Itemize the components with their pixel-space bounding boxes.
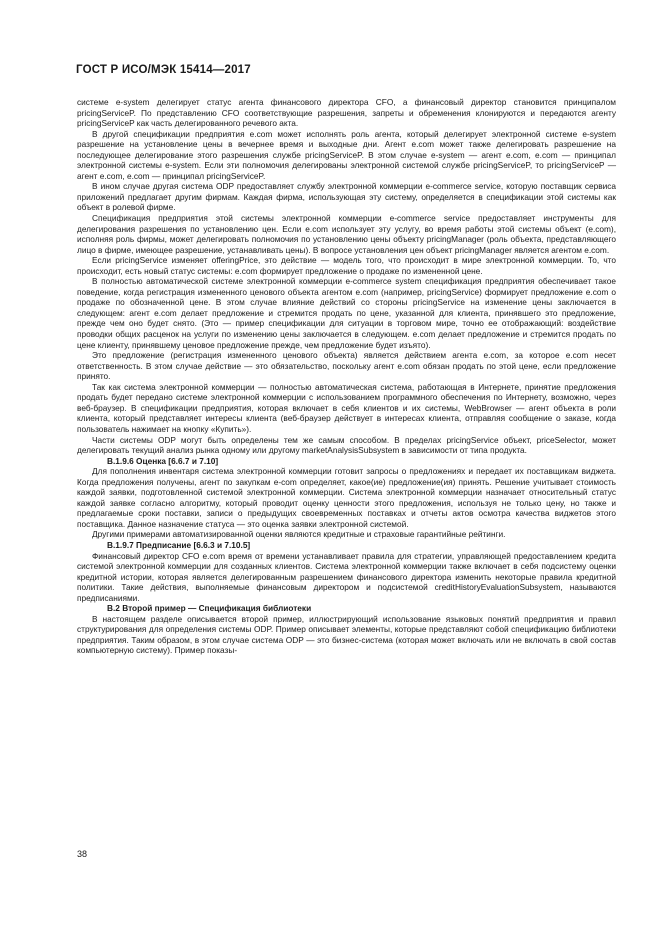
paragraph: системе e-system делегирует статус агента финансового директора CFO, а финансовый директор становится принципалом pricingServiceP. По представлению CFO соответствующие разрешения, запреты и обременения клонируются и передаются агенту pricingServiceP как часть делегированного речевого акта. bbox=[77, 97, 616, 129]
paragraph: Так как система электронной коммерции — полностью автоматическая система, работающая в Интернете, принятие предложения продать будет передано системе электронной коммерции с использованием программного обеспечения по Интернету, возможно, через веб-браузер. В спецификации предприятия, которая включает в себя клиентов и их системы, WebBrowser — агент объекта в роли клиента, который представляет интересы клиента (веб-браузер действует в интересах клиента, отправляя сообщение о заказе, когда пользователь нажимает на кнопку «Купить»). bbox=[77, 381, 616, 434]
subsection-heading: В.1.9.6 Оценка [6.6.7 и 7.10] bbox=[107, 455, 219, 466]
paragraph: Спецификация предприятия этой системы электронной коммерции e-commerce service предоставляет инструменты для делегирования разрешения по установлению цен. Если e.com использует эту услугу, во время работы этой системы объект (e.com), исполняя роль фирмы, может делегировать полномочия по установлению цены объекту pricingManager (роль объекта, представляющего лицо в фирме, имеющее разрешение, устанавливать цены). В вопросе установления цен объект pricingManager является агентом e.com. bbox=[77, 213, 616, 255]
subsection-heading: В.1.9.7 Предписание [6.6.3 и 7.10.5] bbox=[107, 539, 251, 550]
paragraph: В другой спецификации предприятия e.com может исполнять роль агента, который делегирует электронной системе e-system разрешение на установление цены в вечернее время и выходные дни. Агент e.com может также делегировать разрешение на последующее делегирование этого разрешения службе pricingServiceP. В этом случае e-system — агент e.com, e.com — принципал электронной системы e-system. Если эти полномочия делегированы электронной системой службе pricingServiceP, то pricingServiceP — агент e.com, e.com — принципал pricingServiceP. bbox=[77, 128, 616, 181]
paragraph: Это предложение (регистрация измененного ценового объекта) является действием агента e.com, за которое e.com несет ответственность. В этом случае действие — это обязательство, поскольку агент e.com обязан продать по этой цене, если предложение принято. bbox=[77, 350, 616, 382]
section-heading: В.2 Второй пример — Спецификация библиотеки bbox=[107, 603, 312, 614]
paragraph: Для пополнения инвентаря система электронной коммерции готовит запросы о предложениях и передает их поставщикам виджета. Когда предложения получены, агент по закупкам e-com определяет, какое(ие) предложение(ия) принять. Решение учитывает стоимость каждой заявки, подготовленной системой электронной коммерции. Система электронной коммерции назначает относительный статус каждой заявке согласно алгоритму, который проводит оценку ценности этого предложения, используя не только цену, но также и предлагаемые сроки поставки, записи о предыдущих своевременных поставках и отчеты актов осмотра качества виджетов этого поставщика. Данное назначение статуса — это оценка заявки электронной системой. bbox=[77, 466, 616, 529]
paragraph: Части системы ODP могут быть определены тем же самым способом. В пределах pricingService объект, priceSelector, может делегировать текущий анализ рынка одному или другому marketAnalysisSubsystem в зависимости от типа продукта. bbox=[77, 434, 616, 456]
paragraph: Если pricingService изменяет offeringPrice, это действие — модель того, что происходит в мире электронной коммерции. То, что происходит, есть новый статус системы: e.com формирует предложение о продаже по измененной цене. bbox=[77, 255, 616, 276]
paragraph: В настоящем разделе описывается второй пример, иллюстрирующий использование языковых понятий предприятия и правил структурирования для определения системы ODP. Пример описывает элементы, которые представляют собой спецификацию библиотеки предприятия. Таким образом, в этом случае система ODP — это бизнес-система (которая может включать или не включать в свой состав компьютерную систему). Пример показы- bbox=[77, 613, 616, 656]
paragraph: Финансовый директор CFO e.com время от времени устанавливает правила для стратегии, управляющей предоставлением кредита системой электронной коммерции для созданных клиентов. Система электронной коммерции также включает в себя подсистему оценки кредитной истории, которая является делегированным разрешением финансового директора изменить некоторые правила кредитной политики. Такие действия, выполняемые финансовым директором и подсистемой creditHistoryEvaluationSubsystem, называются предписаниями. bbox=[77, 550, 616, 603]
paragraph: В ином случае другая система ODP предоставляет службу электронной коммерции e-commerce service, которую поставщик сервиса приложений предлагает другим фирмам. Каждая фирма, использующая эту систему, определяется в спецификации этой системы как объект в ролевой фирме. bbox=[77, 181, 616, 213]
paragraph: В полностью автоматической системе электронной коммерции e-commerce system спецификация предприятия обеспечивает такое поведение, когда регистрация измененного ценового объекта агентом e.com (например, pricingService) формирует предложение e.com о продаже по обозначенной цене. В этом случае влияние действий со стороны pricingService на изменение цены заключается в следующем: агент e.com делает предложение и стремится продать по цене, указанной для клиента, принявшего это предложение, прежде чем оно будет снято. (Это — пример спецификации для ситуации в торговом мире, точно ее отображающий: воздействие проводки общих расценок на услуги по изменению цены заключается в следующем. e.com делает предложение и стремится продать по цене клиенту, принявшему ценовое предложение прежде, чем предложение будет изъято). bbox=[77, 276, 616, 350]
document-body bbox=[77, 97, 616, 656]
paragraph: Другими примерами автоматизированной оценки являются кредитные и страховые гарантийные рейтинги. bbox=[92, 529, 506, 540]
page-number: 38 bbox=[77, 849, 88, 859]
document-header: ГОСТ Р ИСО/МЭК 15414—2017 bbox=[76, 64, 251, 76]
